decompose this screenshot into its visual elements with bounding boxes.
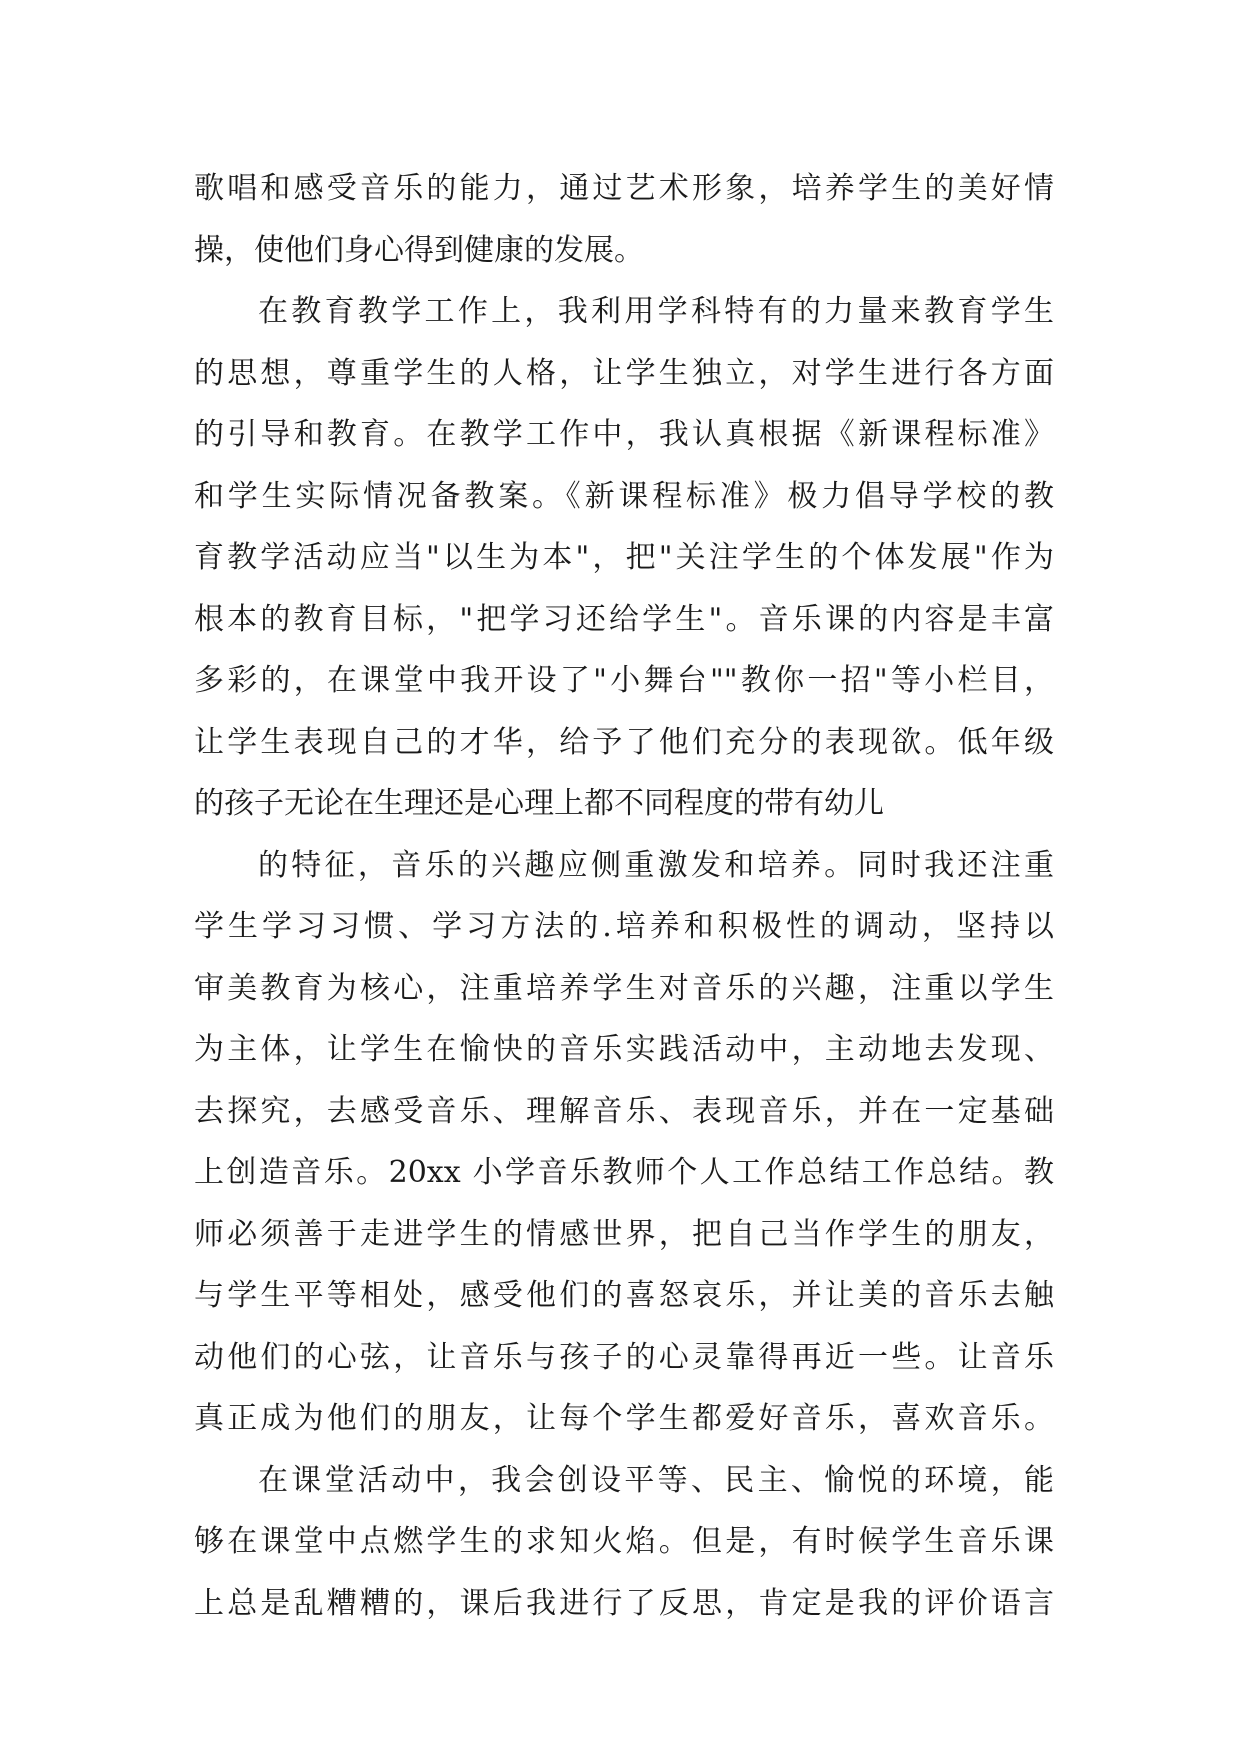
text-line: 上总是乱糟糟的，课后我进行了反思，肯定是我的评价语言 xyxy=(194,1585,1054,1621)
text-line: 够在课堂中点燃学生的求知火焰。但是，有时候学生音乐课 xyxy=(194,1524,1054,1559)
text-line: 的思想，尊重学生的人格，让学生独立，对学生进行各方面 xyxy=(194,355,1054,391)
text-line: 动他们的心弦，让音乐与孩子的心灵靠得再近一些。让音乐 xyxy=(194,1339,1054,1375)
text-line: 根本的教育目标，"把学习还给学生"。音乐课的内容是丰富 xyxy=(194,601,1054,637)
text-line: 真正成为他们的朋友，让每个学生都爱好音乐，喜欢音乐。 xyxy=(194,1401,1054,1436)
body-text xyxy=(194,158,1054,1634)
text-line: 和学生实际情况备教案。《新课程标准》极力倡导学校的教 xyxy=(194,478,1054,514)
text-line: 的特征，音乐的兴趣应侧重激发和培养。同时我还注重 xyxy=(258,847,1054,883)
text-line: 的孩子无论在生理还是心理上都不同程度的带有幼儿 xyxy=(194,786,884,821)
text-line: 学生学习习惯、学习方法的.培养和积极性的调动，坚持以 xyxy=(194,909,1054,944)
text-line: 去探究，去感受音乐、理解音乐、表现音乐，并在一定基础 xyxy=(194,1093,1054,1129)
text-line: 审美教育为核心，注重培养学生对音乐的兴趣，注重以学生 xyxy=(194,970,1054,1006)
text-line: 与学生平等相处，感受他们的喜怒哀乐，并让美的音乐去触 xyxy=(194,1278,1054,1313)
text-line: 歌唱和感受音乐的能力，通过艺术形象，培养学生的美好情 xyxy=(194,171,1054,206)
text-line: 在课堂活动中，我会创设平等、民主、愉悦的环境，能 xyxy=(258,1462,1054,1498)
text-line: 在教育教学工作上，我利用学科特有的力量来教育学生 xyxy=(258,294,1054,329)
text-line: 育教学活动应当"以生为本"，把"关注学生的个体发展"作为 xyxy=(194,540,1054,575)
text-line: 多彩的，在课堂中我开设了"小舞台""教你一招"等小栏目， xyxy=(194,663,1054,698)
text-line: 让学生表现自己的才华，给予了他们充分的表现欲。低年级 xyxy=(194,724,1054,760)
text-line: 的引导和教育。在教学工作中，我认真根据《新课程标准》 xyxy=(194,417,1054,452)
text-line: 操，使他们身心得到健康的发展。 xyxy=(194,232,644,268)
text-line: 上创造音乐。20xx 小学音乐教师个人工作总结工作总结。教 xyxy=(194,1155,1054,1190)
text-line: 师必须善于走进学生的情感世界，把自己当作学生的朋友， xyxy=(194,1216,1054,1252)
text-line: 为主体，让学生在愉快的音乐实践活动中，主动地去发现、 xyxy=(194,1032,1054,1067)
